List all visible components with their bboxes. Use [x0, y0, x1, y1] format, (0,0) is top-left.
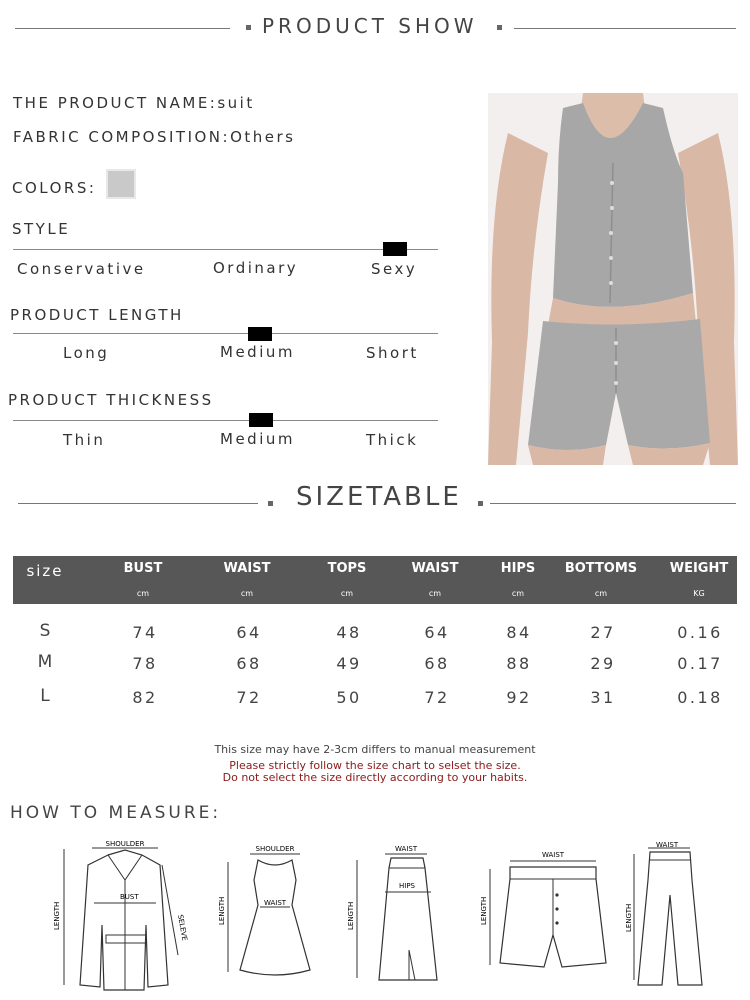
unit-tops: cm — [340, 589, 354, 598]
length-label: PRODUCT LENGTH — [10, 306, 184, 324]
skirt-measure-diagram — [343, 840, 453, 990]
thickness-option-medium: Medium — [220, 430, 295, 448]
thickness-scale-line — [13, 420, 438, 421]
style-option-conservative: Conservative — [17, 260, 146, 278]
fabric-label: FABRIC COMPOSITION: — [13, 128, 231, 146]
col-header-hips: HIPS — [500, 561, 536, 576]
style-marker — [383, 242, 407, 256]
cell-bust: 74 — [132, 623, 158, 642]
cell-waist: 72 — [236, 688, 262, 707]
length-label: LENGTH — [218, 896, 226, 925]
length-scale-line — [13, 333, 438, 334]
length-marker — [248, 327, 272, 341]
color-swatch-gray[interactable] — [106, 169, 136, 199]
style-option-ordinary: Ordinary — [213, 259, 299, 277]
length-label: LENGTH — [625, 903, 633, 932]
waist-label: WAIST — [656, 841, 679, 849]
fabric-value: Others — [230, 128, 296, 146]
colors-label: COLORS: — [12, 179, 97, 197]
jacket-measure-diagram — [50, 835, 200, 995]
length-label: LENGTH — [480, 896, 488, 925]
divider-dot — [478, 501, 483, 506]
product-name-value: suit — [217, 94, 255, 112]
size-warning-1: Please strictly follow the size chart to selset the size. — [229, 759, 521, 772]
shoulder-label: SHOULDER — [255, 845, 295, 853]
shoulder-label: SHOULDER — [105, 840, 145, 848]
sleeve-label: SELEVE — [176, 913, 189, 942]
thickness-option-thin: Thin — [63, 431, 106, 449]
cell-size: S — [39, 621, 51, 641]
col-header-waist: WAIST — [223, 561, 271, 576]
length-option-short: Short — [366, 344, 419, 362]
cell-tops: 48 — [336, 623, 362, 642]
unit-waist: cm — [240, 589, 254, 598]
dress-measure-diagram — [216, 840, 316, 990]
sizetable-title: SIZETABLE — [296, 482, 462, 512]
cell-waist-bottoms: 64 — [424, 623, 450, 642]
unit-hips: cm — [511, 589, 525, 598]
cell-size: L — [40, 686, 50, 706]
col-header-tops: TOPS — [327, 561, 367, 576]
fabric-row — [13, 128, 295, 146]
cell-bottoms: 27 — [590, 623, 616, 642]
cell-waist-bottoms: 68 — [424, 654, 450, 673]
thickness-label: PRODUCT THICKNESS — [8, 391, 214, 409]
pants-measure-diagram — [622, 840, 732, 995]
cell-tops: 49 — [336, 654, 362, 673]
cell-bottoms: 29 — [590, 654, 616, 673]
cell-tops: 50 — [336, 688, 362, 707]
unit-bust: cm — [136, 589, 150, 598]
measurement-note: This size may have 2-3cm differs to manual measurement — [214, 743, 536, 756]
cell-waist: 64 — [236, 623, 262, 642]
length-label: LENGTH — [53, 901, 61, 930]
how-to-measure-title: HOW TO MEASURE: — [10, 803, 222, 823]
style-option-sexy: Sexy — [371, 260, 418, 278]
style-scale-line — [13, 249, 438, 250]
divider-dot — [268, 501, 273, 506]
product-name-label: THE PRODUCT NAME: — [13, 94, 218, 112]
cell-hips: 84 — [506, 623, 532, 642]
divider-left — [15, 28, 230, 29]
waist-label: WAIST — [541, 851, 565, 859]
product-name-row — [13, 94, 255, 112]
waist-label: WAIST — [395, 845, 418, 853]
divider-dot — [497, 25, 502, 30]
cell-weight: 0.17 — [677, 654, 723, 673]
shorts-measure-diagram — [478, 845, 618, 980]
length-option-long: Long — [63, 344, 110, 362]
unit-waist-bottoms: cm — [428, 589, 442, 598]
cell-size: M — [37, 652, 53, 672]
waist-label: WAIST — [263, 899, 287, 907]
divider-left — [18, 503, 258, 504]
size-warning-2: Do not select the size directly according to your habits. — [222, 771, 528, 784]
product-photo — [488, 93, 738, 465]
length-option-medium: Medium — [220, 343, 295, 361]
unit-weight: KG — [693, 589, 705, 598]
style-label: STYLE — [12, 220, 71, 238]
product-show-title: PRODUCT SHOW — [262, 14, 478, 38]
col-header-waist-bottoms: WAIST — [411, 561, 459, 576]
cell-bust: 78 — [132, 654, 158, 673]
unit-bottoms: cm — [594, 589, 608, 598]
divider-right — [514, 28, 736, 29]
cell-hips: 88 — [506, 654, 532, 673]
size-table-header — [13, 556, 737, 604]
col-header-bottoms: BOTTOMS — [564, 561, 638, 576]
thickness-option-thick: Thick — [366, 431, 419, 449]
col-header-bust: BUST — [123, 561, 163, 576]
cell-bust: 82 — [132, 688, 158, 707]
bust-label: BUST — [120, 893, 139, 901]
col-header-size: size — [26, 562, 64, 580]
thickness-marker — [249, 413, 273, 427]
cell-waist: 68 — [236, 654, 262, 673]
length-label: LENGTH — [347, 901, 355, 930]
cell-hips: 92 — [506, 688, 532, 707]
col-header-weight: WEIGHT — [669, 561, 729, 576]
cell-waist-bottoms: 72 — [424, 688, 450, 707]
hips-label: HIPS — [399, 882, 415, 890]
divider-dot — [246, 25, 251, 30]
divider-right — [490, 503, 736, 504]
cell-bottoms: 31 — [590, 688, 616, 707]
cell-weight: 0.16 — [677, 623, 723, 642]
cell-weight: 0.18 — [677, 688, 723, 707]
